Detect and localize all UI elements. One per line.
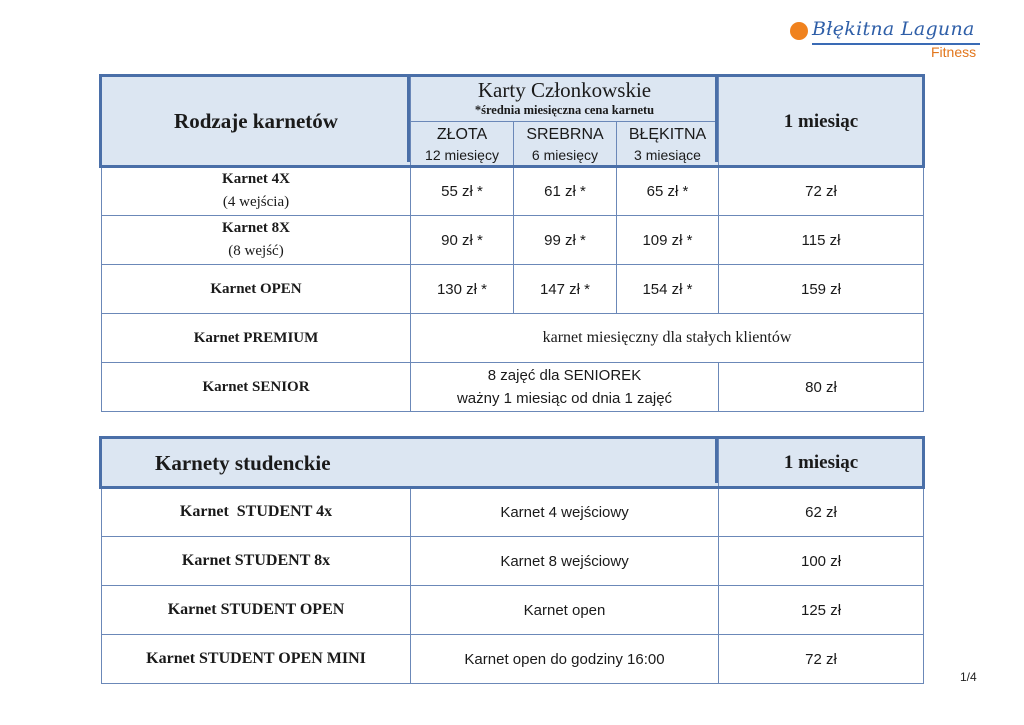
- student-passes-header: Karnety studenckie: [102, 439, 719, 488]
- student-pass-price: 62 zł: [719, 488, 924, 537]
- pass-name-cell: [102, 167, 411, 216]
- student-month-header: 1 miesiąc: [719, 439, 924, 488]
- pass-name-cell: [102, 216, 411, 265]
- student-pass-desc: Karnet 8 wejściowy: [411, 537, 719, 586]
- pass-name: Karnet 4X: [222, 170, 290, 187]
- pass-sub: (8 wejść): [228, 243, 284, 259]
- table-row: [102, 363, 924, 412]
- tier-silver-name: SREBRNA: [526, 125, 604, 143]
- student-pass-price: 100 zł: [719, 537, 924, 586]
- student-pass-desc: Karnet 4 wejściowy: [411, 488, 719, 537]
- table-row: [102, 167, 924, 216]
- tier-silver-period: 6 miesięcy: [531, 146, 599, 163]
- price-gold: 130 zł *: [411, 265, 514, 314]
- price-silver: 61 zł *: [514, 167, 617, 216]
- table-row: [102, 488, 924, 537]
- student-pass-name: Karnet STUDENT OPEN: [102, 586, 411, 635]
- tier-blue-header: [617, 122, 719, 167]
- pass-name: Karnet SENIOR: [102, 363, 411, 412]
- logo-script-text: Błękitna Laguna: [812, 18, 975, 40]
- price-silver: 147 zł *: [514, 265, 617, 314]
- student-pass-desc: Karnet open: [411, 586, 719, 635]
- student-pass-price: 72 zł: [719, 635, 924, 684]
- page-number: 1/4: [960, 670, 977, 684]
- membership-cards-title: Karty Członkowskie: [477, 77, 652, 102]
- senior-description: [411, 363, 719, 412]
- price-month: 72 zł: [719, 167, 924, 216]
- membership-cards-header: [411, 77, 719, 122]
- tier-gold-name: ZŁOTA: [436, 125, 488, 143]
- student-pass-desc: Karnet open do godziny 16:00: [411, 635, 719, 684]
- price-gold: 55 zł *: [411, 167, 514, 216]
- price-month: 80 zł: [719, 363, 924, 412]
- senior-line1: 8 zajęć dla SENIOREK: [487, 366, 642, 384]
- student-pass-name: Karnet STUDENT 8x: [102, 537, 411, 586]
- tier-silver-header: [514, 122, 617, 167]
- brand-logo: [788, 18, 984, 64]
- tier-gold-period: 12 miesięcy: [425, 146, 499, 163]
- pass-name: Karnet OPEN: [102, 265, 411, 314]
- tier-gold-header: [411, 122, 514, 167]
- student-pass-name: Karnet STUDENT OPEN MINI: [102, 635, 411, 684]
- table-row: [102, 265, 924, 314]
- table-row: [102, 586, 924, 635]
- pass-sub: (4 wejścia): [222, 194, 290, 210]
- price-gold: 90 zł *: [411, 216, 514, 265]
- logo-fitness-text: Fitness: [931, 44, 977, 60]
- senior-line2: ważny 1 miesiąc od dnia 1 zajęć: [456, 390, 673, 407]
- student-table: [101, 438, 924, 684]
- price-silver: 99 zł *: [514, 216, 617, 265]
- price-month: 159 zł: [719, 265, 924, 314]
- price-month: 115 zł: [719, 216, 924, 265]
- tier-blue-period: 3 miesiące: [634, 146, 701, 163]
- pass-name: Karnet PREMIUM: [102, 314, 411, 363]
- price-blue: 154 zł *: [617, 265, 719, 314]
- student-pass-name: Karnet STUDENT 4x: [102, 488, 411, 537]
- premium-description: karnet miesięczny dla stałych klientów: [411, 314, 924, 363]
- student-pass-price: 125 zł: [719, 586, 924, 635]
- price-blue: 65 zł *: [617, 167, 719, 216]
- one-month-header: 1 miesiąc: [719, 77, 924, 167]
- price-blue: 109 zł *: [617, 216, 719, 265]
- pass-name: Karnet 8X: [222, 219, 290, 236]
- tier-blue-name: BŁĘKITNA: [628, 125, 707, 143]
- table-row: [102, 537, 924, 586]
- table-row: [102, 216, 924, 265]
- membership-table: [101, 76, 924, 412]
- membership-cards-subtitle: *średnia miesięczna cena karnetu: [474, 102, 655, 117]
- pass-types-header: Rodzaje karnetów: [102, 77, 411, 167]
- logo-dot-icon: [790, 22, 808, 40]
- table-row: [102, 314, 924, 363]
- table-row: [102, 635, 924, 684]
